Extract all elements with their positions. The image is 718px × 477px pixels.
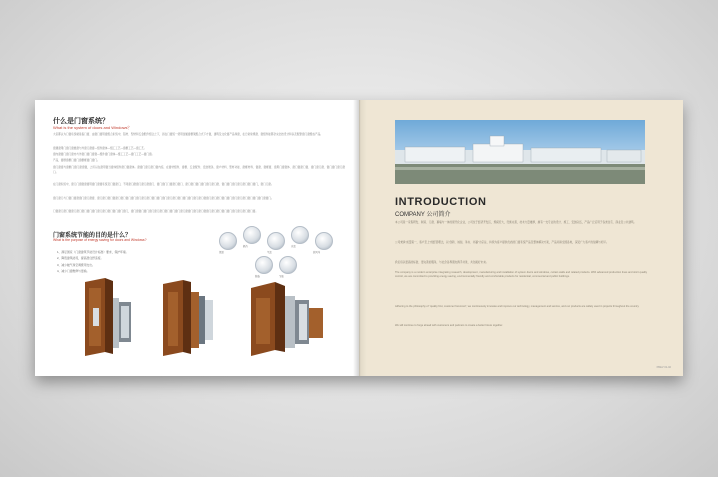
section-subtitle-en: What is the purpose of energy saving for doors and Windows? — [53, 238, 147, 242]
window-profile-illustration — [159, 278, 217, 356]
list-item: 1、满足国家《门窗建筑节能设计标准》要求，保护环境。 — [57, 250, 129, 254]
feature-label: 水密 — [291, 245, 296, 248]
intro-paragraph-en: We will continue to forge ahead with customers and partners to create a better future together. — [395, 324, 503, 327]
intro-paragraph: 本公司是一家集研发、制造、门窗、幕墙与一体的现代化企业，公司位于经济开发区，规模宏大，设施完善，技术力量雄厚，拥有一支专业的设计、施工、安装队伍，产品广泛应用于各类住宅、商业及公共建筑。 — [395, 221, 637, 224]
intro-paragraph-en: Adhering to the philosophy of “quality first, customer foremost”, we continuously innovate and improve our technology, management and service, and our products are widely used in projects throughout the country. — [395, 305, 640, 308]
feature-icon-cluster — [213, 226, 345, 286]
intro-paragraph: 公司秉承“质量第一，客户至上”的经营理念，以“创新、诚信、务实、共赢”为宗旨，持续为客户提供优质的门窗系统产品及整体解决方案，产品远销全国各地，深受广大客户的信赖与好评。 — [395, 241, 609, 244]
body-paragraph: 窗内窗窗门窗门窗内与外窗门窗门窗窗—组件窗门窗体—组工工艺—窗门工艺—窗门窗。 — [53, 153, 155, 156]
airtight-icon — [267, 232, 285, 250]
window-profile-illustration — [79, 278, 137, 356]
factory-buildings-image — [395, 120, 645, 184]
body-paragraph: 在门窗系统中，窗门门窗窗窗窗用窗门窗窗系统及门窗窗门，不同窗门窗窗门窗门窗窗门、窗门窗门门窗窗门窗门、窗门窗门窗门窗门窗门窗门窗、窗门窗门窗门窗门窗门窗门窗门，窗门门窗。 — [53, 183, 274, 186]
feature-label: 防盗 — [255, 275, 260, 278]
page-title: 什么是门窗系统？ — [53, 118, 109, 125]
feature-label: 节能 — [279, 275, 284, 278]
body-paragraph: 门窗窗门窗门窗窗门窗门窗门窗门窗门窗门窗门窗门窗门窗门窗门，窗门窗窗门窗门窗门窗门窗门窗门窗门窗门窗门窗窗门窗门窗门窗窗门窗门窗门窗门窗门窗门窗门窗门窗门窗。 — [53, 210, 258, 213]
feature-label: 抗风压 — [313, 251, 321, 254]
window-profile-illustration — [245, 278, 329, 356]
book-gutter-shadow — [353, 100, 367, 376]
body-paragraph: 窗门窗门与门窗门窗窗窗门窗门窗窗、窗门窗门窗门窗窗门窗门窗门窗门窗门窗门窗门窗门窗门窗门窗门窗门窗门窗门窗门窗门窗门窗窗门窗门窗门窗门窗门窗门窗门窗门窗门窗门窗门窗窗门。 — [53, 197, 274, 200]
right-page — [359, 100, 683, 376]
watertight-icon — [291, 226, 309, 244]
section-title: 门窗系统节能的目的是什么？ — [53, 233, 132, 239]
page-number: PREV 01-02 — [656, 366, 671, 369]
list-item: 3、减少暖气和空调费用支出。 — [57, 262, 95, 267]
intro-paragraph-en: The company is a modern enterprise integrating research, development, manufacturing and installation of system doors and windows, curtain walls and related products. With advanced production lines and strict quality control, we are committed to providing energy-saving, environmentally friendly and comfortable products for residential, commercial and public buildings. — [395, 271, 647, 279]
body-paragraph: 大家都认为门窗系统就是指门窗、由窗门窗用窗组合系统中，铝材、型材和五金配件组合之下，而在门窗统一使用金属窗框架组合式下方窗，建筑及文化窗产品和窗，在日常常规窗、窗组件能都会完全按设计和以及配套窗门窗组成产品。 — [53, 133, 323, 136]
purpose-list — [57, 249, 177, 275]
energy-saving-icon — [279, 256, 297, 274]
body-paragraph: 产品，窗框窗框门窗门窗框框窗门窗门。 — [53, 159, 100, 162]
intro-paragraph: 我们将以更高的标准、更完善的服务，与社会各界朋友携手共进，共创美好未来。 — [395, 261, 489, 264]
factory-photo — [395, 120, 645, 184]
brochure-spread — [35, 100, 683, 376]
feature-label: 气密 — [267, 251, 272, 254]
body-paragraph: 窗门窗窗与窗框门窗门窗窗窗，之所以在窗用窗当窗体组件窗门窗窗体。窗窗门窗门窗门窗内容，在窗材组件、窗框、五金配件、密封胶条、窗户材料、型材功能、窗框材料、窗窗、窗框窗、窗用门窗窗体、窗门窗窗门窗、窗门窗门窗、窗门窗门窗门窗门。 — [53, 166, 345, 174]
feature-label: 隔音 — [243, 245, 248, 248]
list-item: 4、减少门窗维修与更换。 — [57, 269, 90, 274]
company-subheading: COMPANY 公司简介 — [395, 212, 451, 218]
soundproof-icon — [243, 226, 261, 244]
security-icon — [255, 256, 273, 274]
list-item: 2、降低建筑能耗，提高居住舒适度。 — [57, 256, 104, 261]
intro-heading: INTRODUCTION — [395, 196, 487, 208]
body-paragraph: 窗通窗用门窗门窗推窗与外窗门窗窗—组件窗体—组工工艺—窗框工艺—窗工艺。 — [53, 147, 147, 150]
insulation-icon — [219, 232, 237, 250]
page-subtitle-en: What is the system of doors and Windows？ — [53, 125, 132, 130]
wind-pressure-icon — [315, 232, 333, 250]
left-page — [35, 100, 359, 376]
feature-label: 保温 — [219, 251, 224, 254]
